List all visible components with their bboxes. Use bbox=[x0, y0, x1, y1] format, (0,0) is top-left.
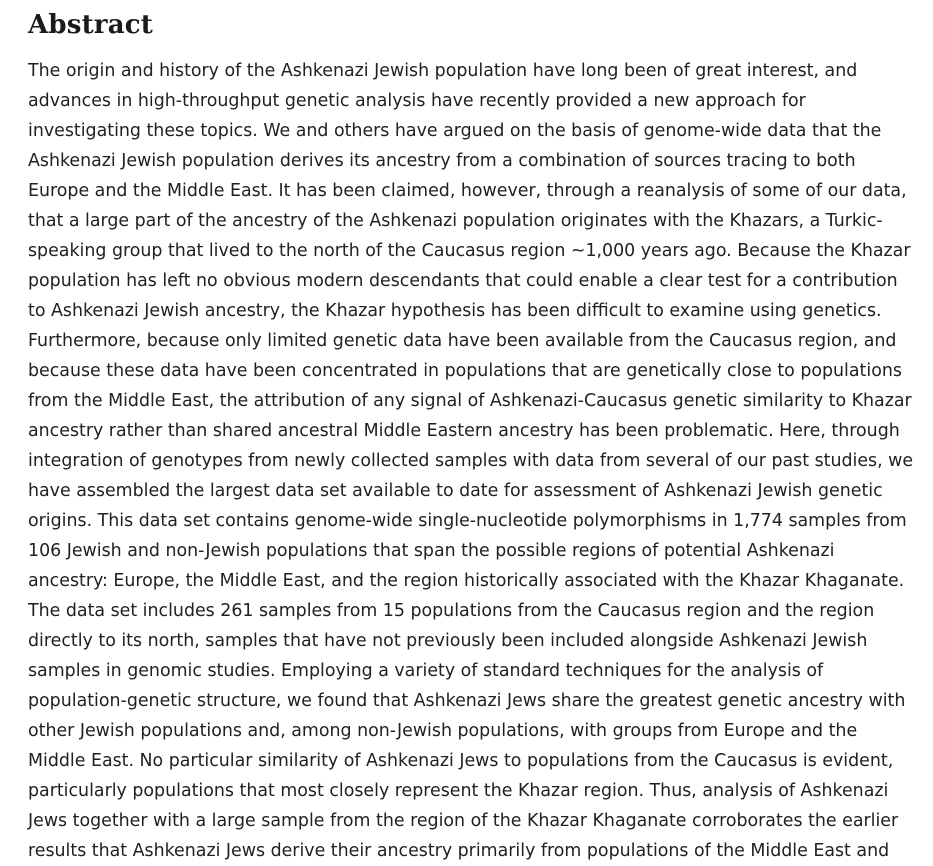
abstract-line: origins. This data set contains genome-wide single-nucleotide polymorphisms in 1,774 samples from bbox=[28, 511, 907, 531]
abstract-line: because these data have been concentrated in populations that are genetically close to populations bbox=[28, 361, 902, 381]
abstract-line: Europe and the Middle East. It has been claimed, however, through a reanalysis of some of our data, bbox=[28, 181, 907, 201]
abstract-heading: Abstract bbox=[28, 10, 153, 40]
abstract-line: to Ashkenazi Jewish ancestry, the Khazar hypothesis has been difficult to examine using genetics. bbox=[28, 301, 882, 321]
abstract-line: that a large part of the ancestry of the Ashkenazi population originates with the Khazars, a Turkic- bbox=[28, 211, 883, 231]
abstract-section bbox=[28, 0, 923, 866]
abstract-line: The origin and history of the Ashkenazi Jewish population have long been of great interest, and bbox=[28, 61, 858, 81]
abstract-line: samples in genomic studies. Employing a variety of standard techniques for the analysis of bbox=[28, 661, 824, 681]
abstract-line: integration of genotypes from newly collected samples with data from several of our past studies, we bbox=[28, 451, 914, 471]
abstract-line: population has left no obvious modern descendants that could enable a clear test for a contribution bbox=[28, 271, 898, 291]
abstract-line: population-genetic structure, we found that Ashkenazi Jews share the greatest genetic ancestry with bbox=[28, 691, 906, 711]
abstract-line: directly to its north, samples that have not previously been included alongside Ashkenazi Jewish bbox=[28, 631, 868, 651]
abstract-line: advances in high-throughput genetic analysis have recently provided a new approach for bbox=[28, 91, 806, 111]
abstract-line: speaking group that lived to the north of the Caucasus region ~1,000 years ago. Because the Khazar bbox=[28, 241, 911, 261]
abstract-line: The data set includes 261 samples from 15 populations from the Caucasus region and the region bbox=[28, 601, 875, 621]
abstract-line: investigating these topics. We and others have argued on the basis of genome-wide data that the bbox=[28, 121, 882, 141]
abstract-line: ancestry: Europe, the Middle East, and the region historically associated with the Khazar Khaganate. bbox=[28, 571, 905, 591]
abstract-line: from the Middle East, the attribution of any signal of Ashkenazi-Caucasus genetic similarity to Khazar bbox=[28, 391, 912, 411]
abstract-line: results that Ashkenazi Jews derive their ancestry primarily from populations of the Middle East and bbox=[28, 841, 890, 861]
abstract-line: 106 Jewish and non-Jewish populations that span the possible regions of potential Ashkenazi bbox=[28, 541, 835, 561]
abstract-body bbox=[28, 56, 923, 866]
abstract-line: Jews together with a large sample from the region of the Khazar Khaganate corroborates the earlier bbox=[28, 811, 899, 831]
abstract-line: other Jewish populations and, among non-Jewish populations, with groups from Europe and the bbox=[28, 721, 858, 741]
abstract-line: have assembled the largest data set available to date for assessment of Ashkenazi Jewish genetic bbox=[28, 481, 883, 501]
abstract-line: ancestry rather than shared ancestral Middle Eastern ancestry has been problematic. Here, through bbox=[28, 421, 900, 441]
abstract-line: Furthermore, because only limited genetic data have been available from the Caucasus region, and bbox=[28, 331, 897, 351]
abstract-line: particularly populations that most closely represent the Khazar region. Thus, analysis of Ashkenazi bbox=[28, 781, 889, 801]
abstract-line: Middle East. No particular similarity of Ashkenazi Jews to populations from the Caucasus is evident, bbox=[28, 751, 894, 771]
abstract-line: Ashkenazi Jewish population derives its ancestry from a combination of sources tracing to both bbox=[28, 151, 856, 171]
